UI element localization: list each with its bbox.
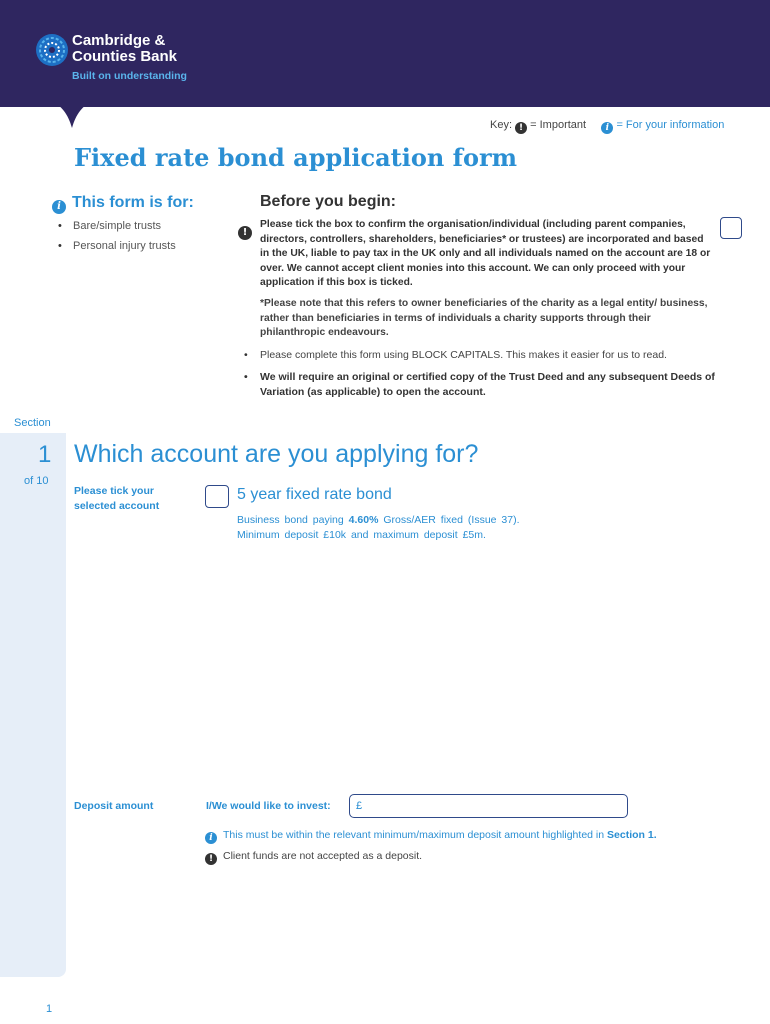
deposit-amount-label: Deposit amount xyxy=(74,800,154,812)
list-item: • Personal injury trusts xyxy=(58,240,176,252)
bond-checkbox[interactable] xyxy=(205,485,229,508)
bond-description xyxy=(237,513,520,543)
info-icon: i xyxy=(52,200,66,214)
invest-amount-input[interactable] xyxy=(349,794,628,818)
bond-desc-line2: Minimum deposit £10k and maximum deposit £5m. xyxy=(237,529,486,541)
info-icon: i xyxy=(205,832,217,844)
key-prefix: Key: xyxy=(490,119,513,131)
brand-line-2: Counties Bank xyxy=(72,48,178,65)
instructions-list xyxy=(244,348,724,407)
section-title: Which account are you applying for? xyxy=(74,440,479,468)
brand-tagline: Built on understanding xyxy=(72,70,187,82)
bond-desc-pre: Business bond paying xyxy=(237,514,344,526)
deposit-important-note xyxy=(205,850,422,865)
key-info-text: = For your information xyxy=(616,119,725,131)
form-for-list xyxy=(58,220,176,260)
brand-line-1: Cambridge & xyxy=(72,32,166,49)
important-note-text: Client funds are not accepted as a deposit. xyxy=(223,850,423,862)
beneficiary-note: *Please note that this refers to owner beneficiaries of the charity as a legal entity/ business, rather than beneficiaries in terms of individuals a charity supports through their philanthropic endeavours. xyxy=(260,298,708,338)
confirmation-text: Please tick the box to confirm the organisation/individual (including parent companies, directors, controllers, shareholders, beneficiaries* or trustees) are incorporated and based in the UK, liable to pay tax in the UK only and all individuals named on the account are 18 or over. We cannot accept client monies into this account. We can only proceed with your application if this box is ticked. xyxy=(260,219,711,288)
section-side-panel xyxy=(0,433,66,977)
section-of-total: of 10 xyxy=(24,475,49,487)
brand-name xyxy=(72,33,177,65)
list-item: • Please complete this form using BLOCK CAPITALS. This makes it easier for us to read. xyxy=(244,348,724,363)
page-title: Fixed rate bond application form xyxy=(74,143,518,172)
list-item: • We will require an original or certified copy of the Trust Deed and any subsequent Deeds of Variation (as applicable) to open the account. xyxy=(244,370,724,400)
bond-name: 5 year fixed rate bond xyxy=(237,486,392,503)
page-number: 1 xyxy=(46,1003,53,1015)
form-for-heading-text: This form is for: xyxy=(72,194,194,211)
before-you-begin-heading: Before you begin: xyxy=(260,193,397,210)
list-item: • Bare/simple trusts xyxy=(58,220,176,232)
tick-account-label: Please tick your selected account xyxy=(74,485,160,512)
bond-desc-post: Gross/AER fixed (Issue 37). xyxy=(383,514,520,526)
bond-rate: 4.60% xyxy=(348,514,379,526)
important-icon: ! xyxy=(205,853,217,865)
key-legend xyxy=(490,119,724,134)
invest-label: I/We would like to invest: xyxy=(206,800,331,812)
important-icon: ! xyxy=(515,122,527,134)
logo-mark-icon xyxy=(34,32,70,68)
info-note-ref: Section 1. xyxy=(607,829,657,841)
key-important-text: = Important xyxy=(530,119,587,131)
currency-symbol: £ xyxy=(356,800,363,812)
confirmation-checkbox[interactable] xyxy=(720,217,742,239)
info-icon: i xyxy=(601,122,613,134)
header-notch xyxy=(50,100,94,128)
important-icon: ! xyxy=(238,226,252,240)
bank-logo xyxy=(34,30,234,90)
info-note-text: This must be within the relevant minimum/maximum deposit amount highlighted in xyxy=(223,829,605,841)
section-number: 1 xyxy=(38,441,52,468)
form-for-heading xyxy=(52,194,194,214)
important-icon-wrapper xyxy=(238,220,252,240)
section-label: Section xyxy=(14,417,51,429)
deposit-info-note xyxy=(205,829,657,844)
